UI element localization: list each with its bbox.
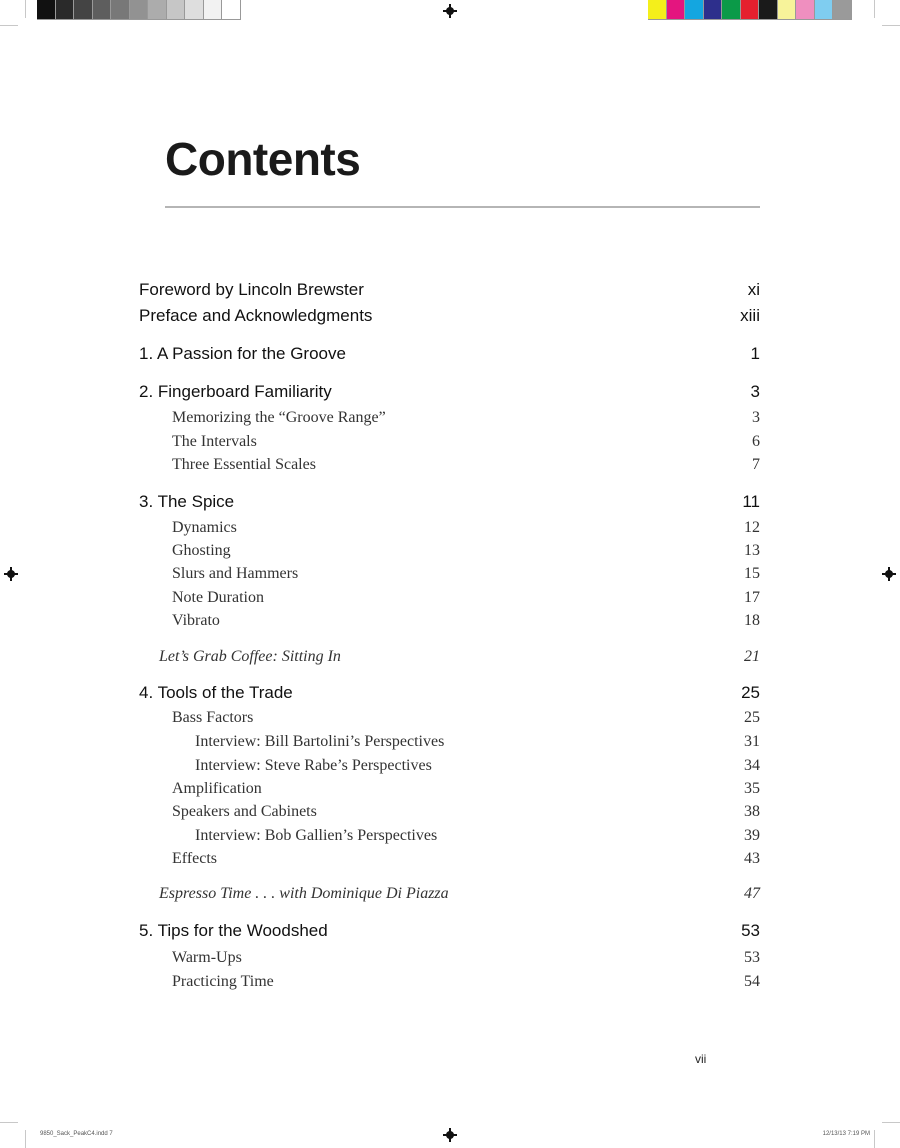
toc-entry <box>139 757 760 775</box>
toc-entry-title: Espresso Time . . . with Dominique Di Piazza <box>159 885 449 902</box>
crop-mark <box>0 25 18 26</box>
toc-entry-page: 54 <box>744 973 760 990</box>
grayscale-calibration-bar <box>37 0 241 20</box>
gray-swatch <box>148 0 167 20</box>
toc-entry <box>139 456 760 474</box>
gray-swatch <box>222 0 241 20</box>
crop-mark <box>882 25 900 26</box>
title-rule <box>165 206 760 208</box>
toc-entry-title: 3. The Spice <box>139 492 235 511</box>
toc-entry-title: Dynamics <box>172 519 237 536</box>
gray-swatch <box>185 0 204 20</box>
toc-entry-title: Ghosting <box>172 542 231 559</box>
page-title: Contents <box>165 133 361 185</box>
toc-entry-title: Vibrato <box>172 612 220 629</box>
registration-mark-bottom <box>443 1128 457 1142</box>
toc-entry <box>139 709 760 727</box>
color-swatch <box>704 0 723 20</box>
color-swatch <box>685 0 704 20</box>
toc-entry-page: 7 <box>752 456 760 473</box>
toc-entry-title: Amplification <box>172 780 262 797</box>
crop-mark <box>874 1130 875 1148</box>
crop-mark <box>25 1130 26 1148</box>
toc-entry <box>139 949 760 967</box>
toc-entry <box>139 921 760 941</box>
gray-swatch <box>204 0 223 20</box>
color-swatch <box>815 0 834 20</box>
toc-entry-page: 13 <box>744 542 760 559</box>
toc-entry <box>139 565 760 583</box>
crop-mark <box>874 0 875 18</box>
gray-swatch <box>111 0 130 20</box>
toc-entry <box>139 803 760 821</box>
toc-entry-page: 25 <box>744 709 760 726</box>
toc-entry-title: Note Duration <box>172 589 264 606</box>
toc-entry <box>139 280 760 300</box>
gray-swatch <box>93 0 112 20</box>
toc-entry-page: 47 <box>744 885 760 902</box>
toc-entry-page: 38 <box>744 803 760 820</box>
toc-entry-title: 2. Fingerboard Familiarity <box>139 382 332 401</box>
registration-mark-top <box>443 4 457 18</box>
toc-entry <box>139 382 760 402</box>
toc-entry-title: Interview: Bob Gallien’s Perspectives <box>195 827 438 844</box>
toc-entry-title: Three Essential Scales <box>172 456 316 473</box>
toc-entry-page: 43 <box>744 850 760 867</box>
toc-entry-page: 39 <box>744 827 760 844</box>
toc-entry <box>139 733 760 751</box>
gray-swatch <box>167 0 186 20</box>
toc-entry-page: 34 <box>744 757 760 774</box>
color-swatch <box>648 0 667 20</box>
toc-entry-page: 31 <box>744 733 760 750</box>
toc-entry-title: Memorizing the “Groove Range” <box>172 409 386 426</box>
color-swatch <box>833 0 852 20</box>
toc-entry <box>139 850 760 868</box>
toc-entry-page: 15 <box>744 565 760 582</box>
toc-entry-page: 6 <box>752 433 760 450</box>
crop-mark <box>25 0 26 18</box>
color-swatch <box>759 0 778 20</box>
toc-entry <box>139 648 760 666</box>
toc-entry-title: Warm-Ups <box>172 949 242 966</box>
toc-entry <box>139 344 760 364</box>
color-swatch <box>741 0 760 20</box>
toc-entry-title: The Intervals <box>172 433 257 450</box>
slug-timestamp: 12/13/13 7:19 PM <box>822 1131 870 1137</box>
toc-entry-page: 53 <box>744 949 760 966</box>
toc-entry-title: Slurs and Hammers <box>172 565 299 582</box>
color-swatch <box>796 0 815 20</box>
toc-entry-page: 25 <box>741 683 760 702</box>
toc-entry-title: 5. Tips for the Woodshed <box>139 921 328 940</box>
toc-entry-title: 1. A Passion for the Groove <box>139 344 346 363</box>
color-swatch <box>778 0 797 20</box>
toc-entry-page: xi <box>747 280 760 299</box>
toc-entry-page: 12 <box>744 519 760 536</box>
toc-entry-page: 3 <box>752 409 760 426</box>
toc-entry <box>139 885 760 903</box>
toc-entry <box>139 542 760 560</box>
crop-mark <box>0 1122 18 1123</box>
toc-entry <box>139 780 760 798</box>
toc-entry-page: 18 <box>744 612 760 629</box>
toc-entry <box>139 612 760 630</box>
toc-entry-title: Foreword by Lincoln Brewster <box>139 280 364 299</box>
toc-entry-page: 53 <box>741 921 760 940</box>
slug-filename: 9850_Sack_PeakC4.indd 7 <box>40 1131 113 1137</box>
toc-entry <box>139 827 760 845</box>
registration-mark-left <box>4 567 18 581</box>
toc-entry-title: 4. Tools of the Trade <box>139 683 293 702</box>
toc-entry-page: 35 <box>744 780 760 797</box>
toc-entry-title: Preface and Acknowledgments <box>139 306 373 325</box>
toc-entry <box>139 973 760 991</box>
toc-entry-page: 3 <box>750 382 760 401</box>
toc-entry-page: xiii <box>740 306 760 325</box>
color-swatch <box>722 0 741 20</box>
crop-mark <box>882 1122 900 1123</box>
toc-entry-title: Practicing Time <box>172 973 274 990</box>
toc-entry-title: Effects <box>172 850 218 867</box>
toc-entry <box>139 519 760 537</box>
toc-entry-title: Let’s Grab Coffee: Sitting In <box>159 648 341 665</box>
page-number: vii <box>695 1052 707 1066</box>
toc-entry-title: Speakers and Cabinets <box>172 803 317 820</box>
toc-entry-page: 21 <box>744 648 760 665</box>
toc-entry-page: 17 <box>744 589 760 606</box>
gray-swatch <box>130 0 149 20</box>
toc-entry-page: 1 <box>750 344 760 363</box>
color-swatch <box>667 0 686 20</box>
toc-entry <box>139 306 760 326</box>
toc-entry <box>139 589 760 607</box>
toc-entry <box>139 492 760 512</box>
toc-entry-title: Interview: Bill Bartolini’s Perspectives <box>195 733 445 750</box>
toc-entry <box>139 433 760 451</box>
gray-swatch <box>56 0 75 20</box>
toc-entry-title: Bass Factors <box>172 709 254 726</box>
toc-entry-title: Interview: Steve Rabe’s Perspectives <box>195 757 432 774</box>
toc-entry-page: 11 <box>742 492 760 511</box>
toc-entry <box>139 683 760 703</box>
gray-swatch <box>37 0 56 20</box>
toc-entry <box>139 409 760 427</box>
color-calibration-bar <box>648 0 852 20</box>
registration-mark-right <box>882 567 896 581</box>
gray-swatch <box>74 0 93 20</box>
